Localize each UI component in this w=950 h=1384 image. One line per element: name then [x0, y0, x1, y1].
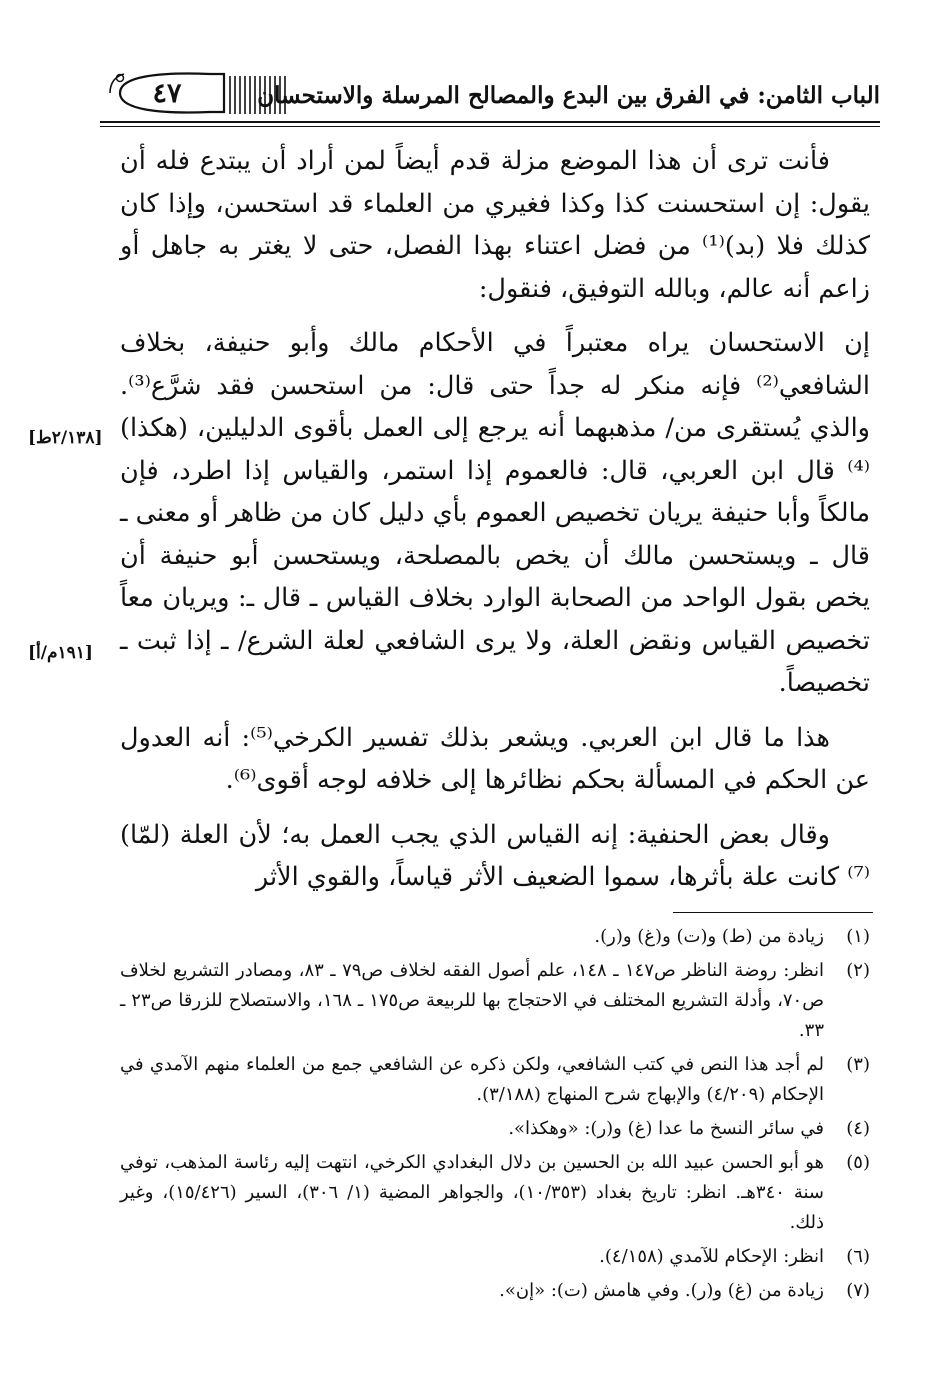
footnote-number: (٣): [846, 1054, 870, 1075]
footnote-number: (٥): [846, 1152, 870, 1173]
footnote: [120, 1050, 870, 1110]
footnotes: [120, 922, 870, 1310]
footnote-number: (٤): [846, 1118, 870, 1139]
paragraph: هذا ما قال ابن العربي. ويشعر بذلك تفسير الكرخي⁽⁵⁾: أنه العدول عن الحكم في المسألة بحكم نظائرها إلى خلافه لوجه أقوى⁽⁶⁾.: [120, 722, 870, 795]
paragraph: إن الاستحسان يراه معتبراً في الأحكام مالك وأبو حنيفة، بخلاف الشافعي⁽²⁾ فإنه منكر له جداً حتى قال: من استحسن فقد شرَّع⁽³⁾. والذي يُستقرى من/ مذهبهما أنه يرجع إلى العمل بأقوى الدليلين، (هكذا)⁽⁴⁾ قال ابن العربي، قال: فالعموم إذا استمر، والقياس إذا اطرد، فإن مالكاً وأبا حنيفة يريان تخصيص العموم بأي دليل كان من ظاهر أو معنى ـ قال ـ ويستحسن مالك أن يخص بالمصلحة، ويستحسن أبو حنيفة أن يخص بقول الواحد من الصحابة الوارد بخلاف القياس ـ قال ـ: ويريان معاً تخصيص القياس ونقض العلة، ولا يرى الشافعي لعلة الشرع/ ـ إذا ثبت ـ تخصيصاً.: [120, 328, 870, 698]
header-rule-thin: [100, 126, 880, 127]
paragraph: فأنت ترى أن هذا الموضع مزلة قدم أيضاً لمن أراد أن يبتدع فله أن يقول: إن استحسنت كذا وكذا فغيري من العلماء قد استحسن، وإذا كان كذلك فلا (بد)⁽¹⁾ من فضل اعتناء بهذا الفصل، حتى لا يغتر به جاهل أو زاعم أنه عالم، وبالله التوفيق، فنقول:: [120, 146, 870, 304]
footnote-text: انظر: الإحكام للآمدي (٤/١٥٨).: [599, 1246, 824, 1267]
footnote-text: زيادة من (ط) و(ت) و(غ) و(ر).: [594, 926, 824, 947]
header-rule: [100, 121, 880, 123]
footnote: [120, 956, 870, 1046]
footnote: [120, 1242, 870, 1272]
footnote: [120, 1114, 870, 1144]
footnote-text: زيادة من (غ) و(ر). وفي هامش (ت): «إن».: [499, 1280, 824, 1301]
footnote-text: لم أجد هذا النص في كتب الشافعي، ولكن ذكره عن الشافعي جمع من العلماء منهم الآمدي في الإحكام (٤/٢٠٩) والإبهاج شرح المنهاج (٣/١٨٨).: [120, 1054, 824, 1105]
footnote-text: انظر: روضة الناظر ص١٤٧ ـ ١٤٨، علم أصول الفقه لخلاف ص٧٩ ـ ٨٣، ومصادر التشريع لخلاف ص٧٠، وأدلة التشريع المختلف في الاحتجاج بها للربيعة ص١٧٥ ـ ١٦٨، والاستصلاح للزرقا ص٢٣ ـ ٣٣.: [120, 960, 825, 1041]
footnote-text: هو أبو الحسن عبيد الله بن الحسين بن دلال البغدادي الكرخي، انتهت إليه رئاسة المذهب، توفي سنة ٣٤٠هـ. انظر: تاريخ بغداد (١٠/٣٥٣)، والجواهر المضية (١/ ٣٠٦)، السير (١٥/٤٢٦)، وغير ذلك.: [120, 1152, 824, 1233]
page-number: ٤٧: [152, 78, 182, 109]
paragraph: وقال بعض الحنفية: إنه القياس الذي يجب العمل به؛ لأن العلة (لمّا)⁽⁷⁾ كانت علة بأثرها، سموا الضعيف الأثر قياساً، والقوي الأثر: [120, 819, 870, 892]
main-text: [120, 140, 870, 911]
footnote: [120, 1276, 870, 1306]
margin-note-manuscript-m: [١٩١م/أ]: [28, 643, 93, 663]
footnote-text: في سائر النسخ ما عدا (غ) و(ر): «وهكذا».: [508, 1118, 824, 1139]
running-head: الباب الثامن: في الفرق بين البدع والمصالح المرسلة والاستحسان: [257, 82, 880, 109]
footnote-separator: [673, 912, 873, 913]
footnote-number: (٢): [846, 960, 870, 981]
footnote: [120, 1148, 870, 1238]
footnote-number: (١): [846, 926, 870, 947]
footnote: [120, 922, 870, 952]
footnote-number: (٧): [846, 1280, 870, 1301]
footnote-number: (٦): [846, 1246, 870, 1267]
margin-note-manuscript-t: [٢/١٣٨ط]: [28, 428, 103, 448]
page-header: [100, 64, 880, 124]
